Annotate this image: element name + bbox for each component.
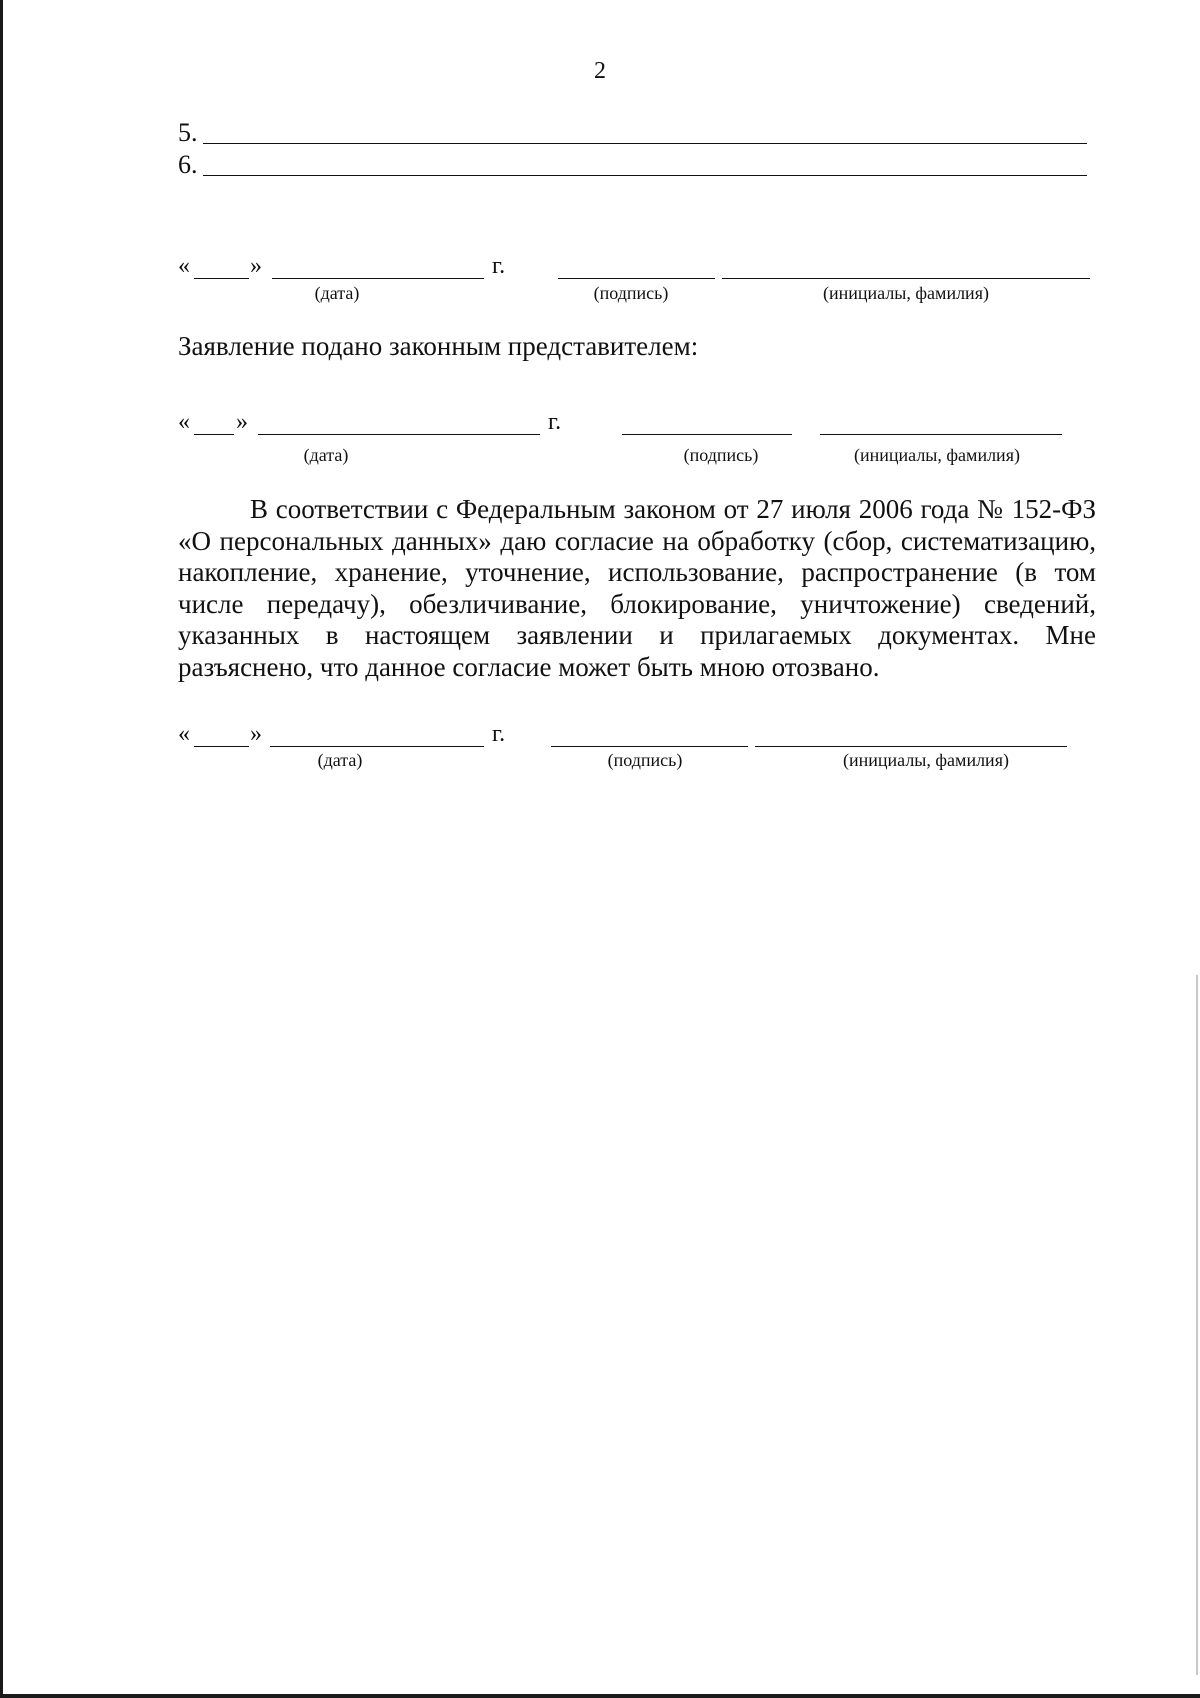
day-field[interactable] <box>194 278 249 279</box>
list-item-number: 5. <box>178 118 198 147</box>
signature-field[interactable] <box>558 278 715 279</box>
year-suffix: г. <box>548 409 562 435</box>
date-caption: (дата) <box>317 750 363 770</box>
year-suffix: г. <box>492 721 506 747</box>
close-quote: » <box>250 721 262 747</box>
scan-edge-left <box>0 0 3 1698</box>
scan-edge-bottom <box>0 1694 1200 1698</box>
month-field[interactable] <box>258 434 540 435</box>
close-quote: » <box>250 253 262 279</box>
open-quote: « <box>178 721 190 747</box>
consent-paragraph: В соответствии с Федеральным законом от 27 июля 2006 года № 152-ФЗ «О персональных данных» даю согласие на обработку (сбор, систематизацию, накопление, хранение, уточнение, использование, распространение (в том числе передачу), обезличивание, блокирование, уничтожение) сведений, указанных в настоящем заявлении и прилагаемых документах. Мне разъяснено, что данное согласие может быть мною отозвано. <box>178 494 1096 682</box>
list-item-fill-line[interactable] <box>203 175 1087 176</box>
signature-field[interactable] <box>622 434 792 435</box>
page-number: 2 <box>594 58 606 84</box>
name-caption: (инициалы, фамилия) <box>854 445 1020 465</box>
list-item-number: 6. <box>178 150 198 179</box>
representative-heading: Заявление подано законным представителем: <box>178 331 699 361</box>
open-quote: « <box>178 253 190 279</box>
date-caption: (дата) <box>314 283 360 303</box>
open-quote: « <box>178 409 190 435</box>
signature-caption: (подпись) <box>607 750 683 770</box>
list-item-fill-line[interactable] <box>203 143 1087 144</box>
name-field[interactable] <box>820 434 1062 435</box>
month-field[interactable] <box>270 746 484 747</box>
name-field[interactable] <box>755 746 1067 747</box>
month-field[interactable] <box>272 278 484 279</box>
name-field[interactable] <box>722 278 1090 279</box>
date-caption: (дата) <box>303 445 349 465</box>
close-quote: » <box>236 409 248 435</box>
signature-caption: (подпись) <box>683 445 759 465</box>
signature-field[interactable] <box>551 746 748 747</box>
day-field[interactable] <box>194 746 249 747</box>
scan-edge-right <box>1196 975 1198 1675</box>
name-caption: (инициалы, фамилия) <box>843 750 1009 770</box>
year-suffix: г. <box>492 253 506 279</box>
signature-caption: (подпись) <box>593 283 669 303</box>
day-field[interactable] <box>194 434 234 435</box>
name-caption: (инициалы, фамилия) <box>823 283 989 303</box>
